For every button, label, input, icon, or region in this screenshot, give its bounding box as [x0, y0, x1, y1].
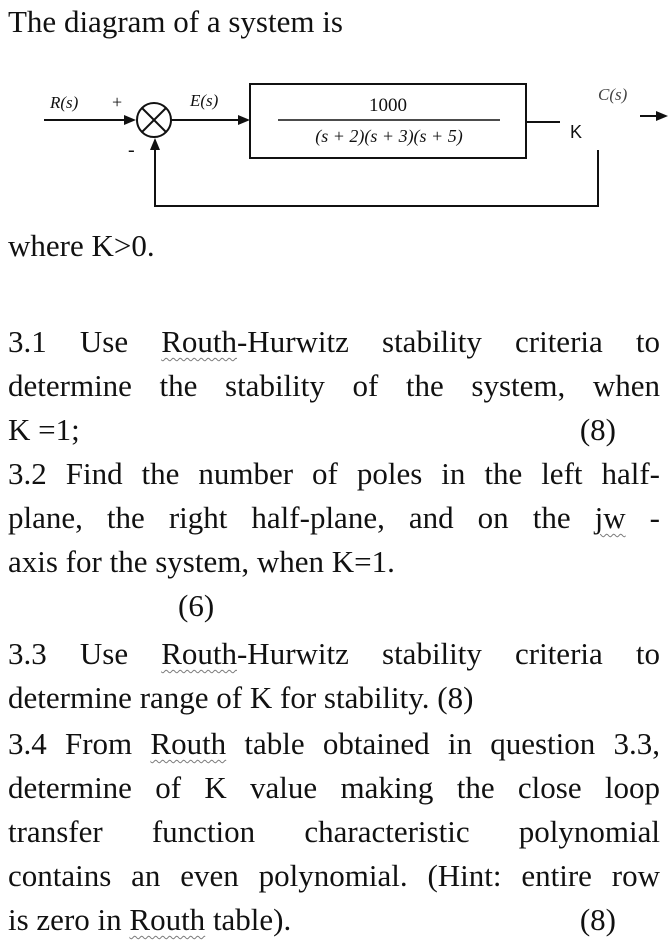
q4-line3: transfer function characteristic polynomial — [8, 814, 660, 849]
q2-line1: 3.2 Find the number of poles in the left half- — [8, 456, 660, 491]
question-3-4 — [8, 722, 660, 942]
routh-term: Routh — [150, 726, 227, 761]
q4-line2: determine of K value making the close loop — [8, 770, 660, 805]
q4-line4: contains an even polynomial. (Hint: entire row — [8, 858, 660, 893]
q1-line1: 3.1 Use Routh-Hurwitz stability criteria to — [8, 324, 660, 359]
routh-term: Routh — [161, 636, 237, 671]
gain-label: K — [570, 122, 583, 142]
q4-line1: 3.4 From Routh table obtained in question 3.3, — [8, 726, 660, 761]
question-3-3 — [8, 632, 660, 720]
block-diagram — [0, 78, 672, 218]
question-3-1 — [8, 320, 660, 452]
q2-line3: axis for the system, when K=1. — [8, 544, 395, 579]
intro-text: The diagram of a system is — [8, 4, 343, 39]
routh-term: Routh — [161, 324, 237, 359]
q4-marks: (8) — [579, 902, 616, 937]
jw-term: jw — [594, 500, 626, 535]
routh-term: Routh — [129, 902, 206, 937]
q1-line2: determine the stability of the system, when — [8, 368, 660, 403]
output-arrowhead — [656, 111, 668, 121]
q3-line2: determine range of K for stability. (8) — [8, 680, 474, 715]
q1-line3: K =1; (8) — [8, 408, 660, 452]
condition-text: where K>0. — [8, 228, 155, 263]
minus-sign: - — [128, 139, 135, 161]
question-3-2 — [8, 452, 660, 628]
input-label: R(s) — [50, 93, 79, 112]
q2-marks: (6) — [178, 588, 215, 623]
q4-line5: is zero in Routh table). (8) — [8, 898, 660, 942]
error-arrowhead — [238, 115, 250, 125]
feedback-arrowhead — [150, 138, 160, 150]
q2-line2: plane, the right half-plane, and on the jw - — [8, 500, 660, 535]
tf-denominator: (s + 2)(s + 3)(s + 5) — [315, 126, 463, 146]
error-label: E(s) — [190, 91, 219, 110]
input-arrowhead — [124, 115, 136, 125]
tf-numerator: 1000 — [369, 95, 407, 116]
q1-marks: (8) — [579, 412, 616, 447]
q3-line1: 3.3 Use Routh-Hurwitz stability criteria to — [8, 636, 660, 671]
plus-sign: + — [112, 92, 123, 112]
output-label: C(s) — [598, 85, 628, 104]
summing-junction — [137, 103, 171, 137]
